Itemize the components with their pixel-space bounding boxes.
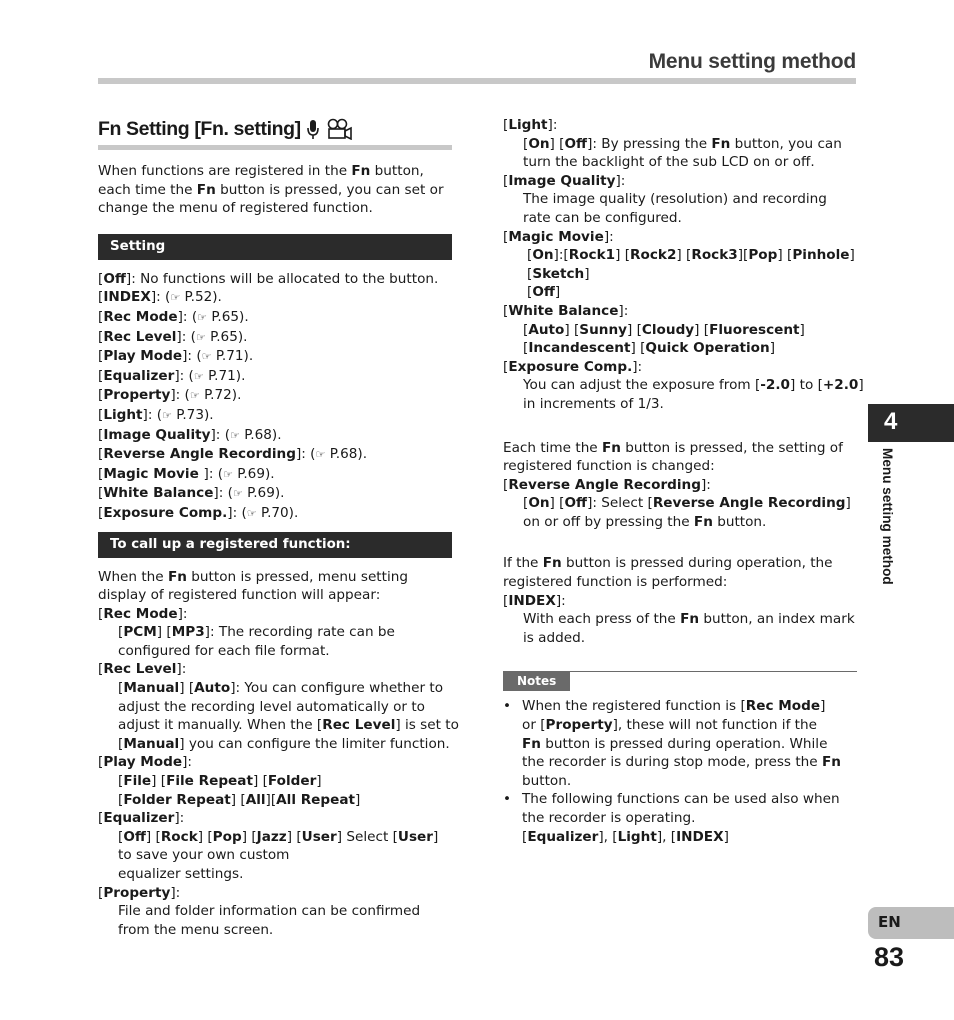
settings-list-item: [Equalizer]: (☞ P.71). xyxy=(98,367,246,384)
intro-line: each time the Fn button is pressed, you can set or xyxy=(98,181,444,198)
index-desc: is added. xyxy=(523,629,586,646)
paragraph-line: Each time the Fn button is pressed, the setting of xyxy=(503,439,843,456)
rec-level-heading: [Rec Level]: xyxy=(98,661,187,678)
call-intro-line: When the Fn button is pressed, menu setting xyxy=(98,568,408,585)
settings-list-item: [Exposure Comp.]: (☞ P.70). xyxy=(98,504,299,521)
white-balance-heading: [White Balance]: xyxy=(503,302,629,319)
rec-level-desc: adjust it manually. When the [Rec Level] is set to xyxy=(118,717,459,734)
chapter-number: 4 xyxy=(884,408,898,435)
rar-desc: on or off by pressing the Fn button. xyxy=(523,513,767,530)
light-desc: turn the backlight of the sub LCD on or off. xyxy=(523,154,815,171)
settings-list-item: [Rec Level]: (☞ P.65). xyxy=(98,328,248,345)
movie-camera-icon xyxy=(325,118,353,140)
paragraph-line: If the Fn button is pressed during operation, the xyxy=(503,555,833,572)
property-desc: File and folder information can be confirmed xyxy=(118,903,421,920)
page-ref-icon: ☞ xyxy=(201,350,212,364)
exposure-desc: You can adjust the exposure from [-2.0] to [+2.0] xyxy=(523,377,864,394)
side-chapter-label: Menu setting method xyxy=(880,448,895,585)
equalizer-desc: equalizer settings. xyxy=(118,866,244,882)
settings-list-item: [Image Quality]: (☞ P.68). xyxy=(98,426,282,443)
index-heading: [INDEX]: xyxy=(503,592,566,609)
magic-movie-desc: [Sketch] xyxy=(527,265,590,282)
page-ref-icon: ☞ xyxy=(195,330,206,344)
equalizer-desc: [Off] [Rock] [Pop] [Jazz] [User] Select [User] xyxy=(118,828,439,845)
language-tab xyxy=(868,907,954,939)
page-number: 83 xyxy=(874,942,905,972)
equalizer-heading: [Equalizer]: xyxy=(98,810,185,827)
page-ref-icon: ☞ xyxy=(232,487,243,501)
exposure-heading: [Exposure Comp.]: xyxy=(503,358,643,375)
page-ref-icon: ☞ xyxy=(246,506,257,520)
page-ref-icon: ☞ xyxy=(193,369,204,383)
image-quality-desc: The image quality (resolution) and recording xyxy=(523,191,827,208)
rec-level-desc: [Manual] you can configure the limiter function. xyxy=(118,735,450,752)
rar-desc: [On] [Off]: Select [Reverse Angle Recording] xyxy=(523,495,851,512)
settings-list-item: [Light]: (☞ P.73). xyxy=(98,406,214,423)
page-ref-icon: ☞ xyxy=(197,310,208,324)
settings-list-item: [White Balance]: (☞ P.69). xyxy=(98,485,285,502)
intro-line: When functions are registered in the Fn button, xyxy=(98,163,424,179)
paragraph-line: registered function is performed: xyxy=(503,574,728,591)
rec-level-desc: [Manual] [Auto]: You can configure whether to xyxy=(118,680,444,697)
right-column xyxy=(503,116,864,846)
notes-rule xyxy=(570,671,857,672)
page-ref-icon: ☞ xyxy=(162,408,172,422)
exposure-desc: in increments of 1/3. xyxy=(523,395,664,412)
rec-mode-desc: [PCM] [MP3]: The recording rate can be xyxy=(118,624,395,641)
page-ref-icon: ☞ xyxy=(230,428,240,442)
microphone-icon xyxy=(305,118,321,140)
settings-list-item: [Play Mode]: (☞ P.71). xyxy=(98,348,254,365)
language-label: EN xyxy=(878,913,901,931)
play-mode-desc: [Folder Repeat] [All][All Repeat] xyxy=(118,791,361,808)
magic-movie-heading: [Magic Movie]: xyxy=(503,228,614,245)
property-heading: [Property]: xyxy=(98,884,181,901)
rec-mode-heading: [Rec Mode]: xyxy=(98,605,188,622)
intro-line: change the menu of registered function. xyxy=(98,200,373,217)
settings-list-item: [Off]: No functions will be allocated to the button. xyxy=(98,270,439,287)
bullet-icon: • xyxy=(503,698,512,715)
rec-mode-desc: configured for each file format. xyxy=(118,642,330,659)
index-desc: With each press of the Fn button, an index mark xyxy=(523,611,855,628)
magic-movie-desc: [On]:[Rock1] [Rock2] [Rock3][Pop] [Pinhole] xyxy=(527,247,855,264)
play-mode-desc: [File] [File Repeat] [Folder] xyxy=(118,773,322,790)
light-heading: [Light]: xyxy=(503,117,558,133)
rar-heading: [Reverse Angle Recording]: xyxy=(503,476,711,493)
settings-list-item: [Rec Mode]: (☞ P.65). xyxy=(98,308,249,325)
page-ref-icon: ☞ xyxy=(315,448,326,462)
white-balance-desc: [Incandescent] [Quick Operation] xyxy=(523,340,775,357)
page-ref-icon: ☞ xyxy=(223,467,233,481)
call-bar: To call up a registered function: xyxy=(98,532,452,558)
notes-label: Notes xyxy=(503,671,570,691)
magic-movie-desc: [Off] xyxy=(527,284,561,301)
chapter-tab xyxy=(868,404,954,442)
settings-list-item: [INDEX]: (☞ P.52). xyxy=(98,289,222,306)
setting-bar: Setting xyxy=(98,234,452,260)
page-ref-icon: ☞ xyxy=(170,291,181,305)
header-rule xyxy=(98,78,856,84)
note-item: • When the registered function is [Rec Mode] or [Property], these will not function if the Fn button is pressed during operation. While the recorder is during stop mode, press the Fn button. xyxy=(503,698,841,789)
equalizer-desc: to save your own custom xyxy=(118,847,290,864)
page-header-title: Menu setting method xyxy=(648,50,856,73)
settings-list-item: [Reverse Angle Recording]: (☞ P.68). xyxy=(98,446,368,463)
note-item: • The following functions can be used also when the recorder is operating. [Equalizer], [Light], [INDEX] xyxy=(503,791,840,845)
left-column xyxy=(98,117,459,939)
settings-list-item: [Property]: (☞ P.72). xyxy=(98,387,242,404)
rec-level-desc: adjust the recording level automatically or to xyxy=(118,698,425,715)
settings-list-item: [Magic Movie ]: (☞ P.69). xyxy=(98,465,275,482)
page-ref-icon: ☞ xyxy=(189,389,200,403)
section-title xyxy=(98,118,452,140)
play-mode-heading: [Play Mode]: xyxy=(98,754,192,771)
notes-header xyxy=(503,671,857,691)
section-rule xyxy=(98,145,452,150)
image-quality-desc: rate can be configured. xyxy=(523,209,682,226)
call-intro-line: display of registered function will appear: xyxy=(98,587,381,604)
bullet-icon: • xyxy=(503,791,512,808)
light-desc: [On] [Off]: By pressing the Fn button, you can xyxy=(523,135,842,152)
property-desc: from the menu screen. xyxy=(118,921,274,938)
image-quality-heading: [Image Quality]: xyxy=(503,172,626,189)
settings-list xyxy=(98,270,452,524)
paragraph-line: registered function is changed: xyxy=(503,458,715,475)
white-balance-desc: [Auto] [Sunny] [Cloudy] [Fluorescent] xyxy=(523,321,805,338)
section-title-text: Fn Setting [Fn. setting] xyxy=(98,117,301,140)
